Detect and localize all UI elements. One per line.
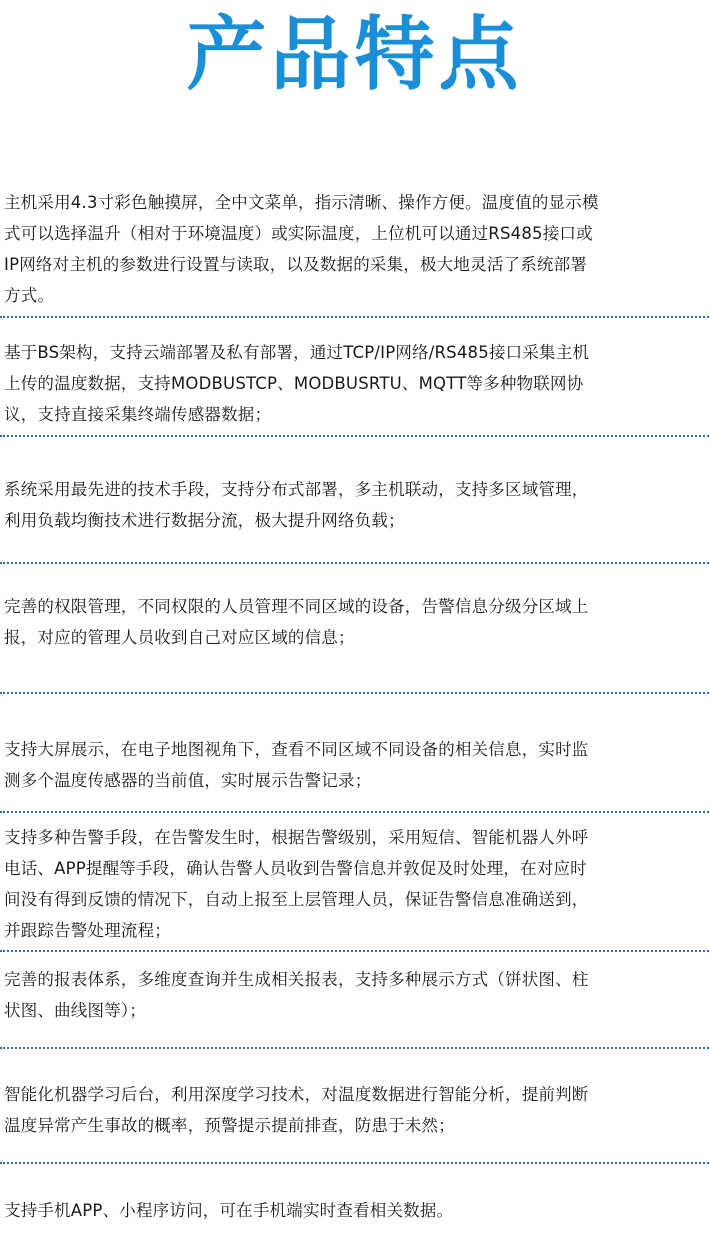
feature-paragraph-distributed: 系统采用最先进的技术手段，支持分布式部署，多主机联动，支持多区域管理， 利用负载均衡技术进行数据分流，极大提升网络负载； — [4, 480, 589, 530]
feature-paragraph-big-screen: 支持大屏展示，在电子地图视角下，查看不同区域不同设备的相关信息，实时监 测多个温度传感器的当前值，实时展示告警记录； — [4, 740, 589, 790]
feature-paragraph-touchscreen: 主机采用4.3寸彩色触摸屏，全中文菜单，指示清晰、操作方便。温度值的显示模 式可以选择温升（相对于环境温度）或实际温度，上位机可以通过RS485接口或 IP网络对主机的参数进行设置与读取，以及数据的采集，极大地灵活了系统部署 方式。 — [4, 193, 599, 305]
feature-paragraph-mobile-access: 支持手机APP、小程序访问，可在手机端实时查看相关数据。 — [4, 1201, 454, 1220]
feature-paragraph-alarms: 支持多种告警手段，在告警发生时，根据告警级别，采用短信、智能机器人外呼 电话、APP提醒等手段，确认告警人员收到告警信息并敦促及时处理，在对应时 间没有得到反馈的情况下，自动上报至上层管理人员，保证告警信息准确送到， 并跟踪告警处理流程； — [4, 828, 589, 940]
feature-paragraph-bs-architecture: 基于BS架构，支持云端部署及私有部署，通过TCP/IP网络/RS485接口采集主机 上传的温度数据，支持MODBUSTCP、MODBUSRTU、MQTT等多种物联网协 议，支持直接采集终端传感器数据； — [4, 343, 590, 424]
dotted-divider — [0, 1162, 709, 1164]
feature-paragraph-reports: 完善的报表体系，多维度查询并生成相关报表，支持多种展示方式（饼状图、柱 状图、曲线图等）； — [4, 970, 589, 1020]
feature-paragraph-machine-learning: 智能化机器学习后台，利用深度学习技术，对温度数据进行智能分析，提前判断 温度异常产生事故的概率，预警提示提前排查，防患于未然； — [4, 1085, 589, 1135]
dotted-divider — [0, 1047, 709, 1049]
dotted-divider — [0, 692, 709, 694]
page-title: 产品特点 — [186, 8, 523, 101]
dotted-divider — [0, 950, 709, 952]
dotted-divider — [0, 435, 709, 437]
feature-paragraph-permissions: 完善的权限管理，不同权限的人员管理不同区域的设备，告警信息分级分区域上 报，对应的管理人员收到自己对应区域的信息； — [4, 597, 589, 647]
dotted-divider — [0, 316, 709, 318]
dotted-divider — [0, 562, 709, 564]
dotted-divider — [0, 811, 709, 813]
